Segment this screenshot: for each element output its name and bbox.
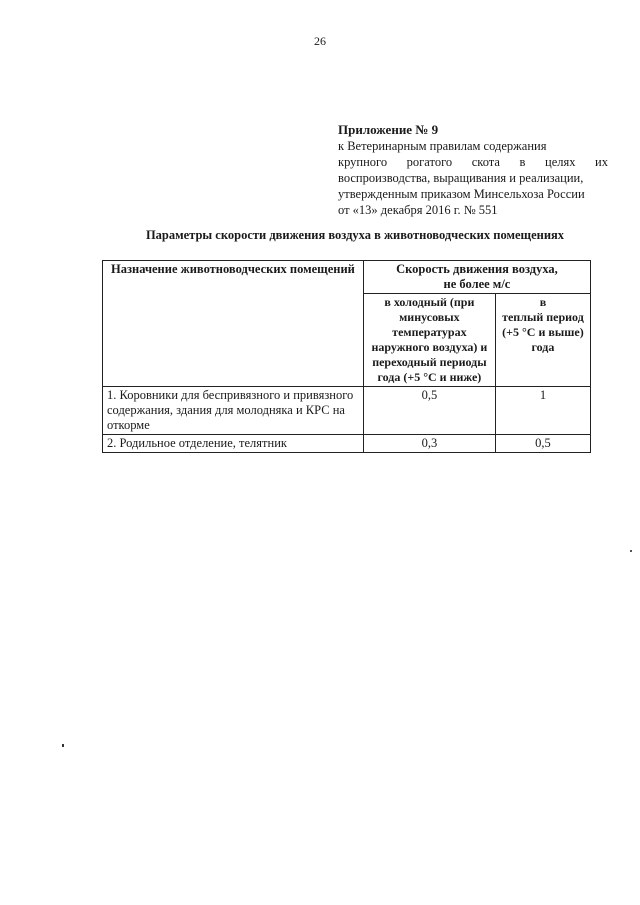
appendix-line: утвержденным приказом Минсельхоза России: [338, 187, 585, 201]
appendix-block: [338, 122, 608, 218]
appendix-line: от «13» декабря 2016 г. № 551: [338, 203, 498, 217]
scan-speck: [630, 550, 632, 552]
header-air-speed: [363, 261, 590, 294]
row-cold-value: 0,5: [363, 387, 495, 435]
header-premises: Назначение животноводческих помещений: [103, 261, 364, 387]
row-premises-name: 2. Родильное отделение, телятник: [103, 435, 364, 453]
appendix-line: к Ветеринарным правилам содержания: [338, 139, 547, 153]
row-warm-value: 0,5: [495, 435, 590, 453]
subheader-cold-period: в холодный (при минусовых температурах наружного воздуха) и переходный периоды года (+5 °С и ниже): [363, 294, 495, 387]
appendix-line: воспроизводства, выращивания и реализации,: [338, 171, 584, 185]
row-premises-name: 1. Коровники для беспривязного и привязного содержания, здания для молодняка и КРС на откорме: [103, 387, 364, 435]
subheader-warm-line1: в: [539, 295, 547, 309]
subheader-warm-line2: теплый период (+5 °С и выше) года: [502, 310, 584, 354]
air-speed-table: [102, 260, 591, 453]
appendix-title: Приложение № 9: [338, 122, 439, 137]
row-cold-value: 0,3: [363, 435, 495, 453]
document-heading: Параметры скорости движения воздуха в животноводческих помещениях: [145, 228, 565, 242]
appendix-line: крупного рогатого скота в целях их: [338, 155, 608, 169]
row-warm-value: 1: [495, 387, 590, 435]
table-header-row: [103, 261, 591, 294]
scan-speck: [62, 744, 64, 747]
subheader-warm-period: [495, 294, 590, 387]
table-row: [103, 387, 591, 435]
header-air-speed-line1: Скорость движения воздуха,: [396, 262, 558, 276]
page-number: 26: [314, 34, 326, 48]
table-row: [103, 435, 591, 453]
header-air-speed-line2: не более м/с: [443, 277, 511, 291]
